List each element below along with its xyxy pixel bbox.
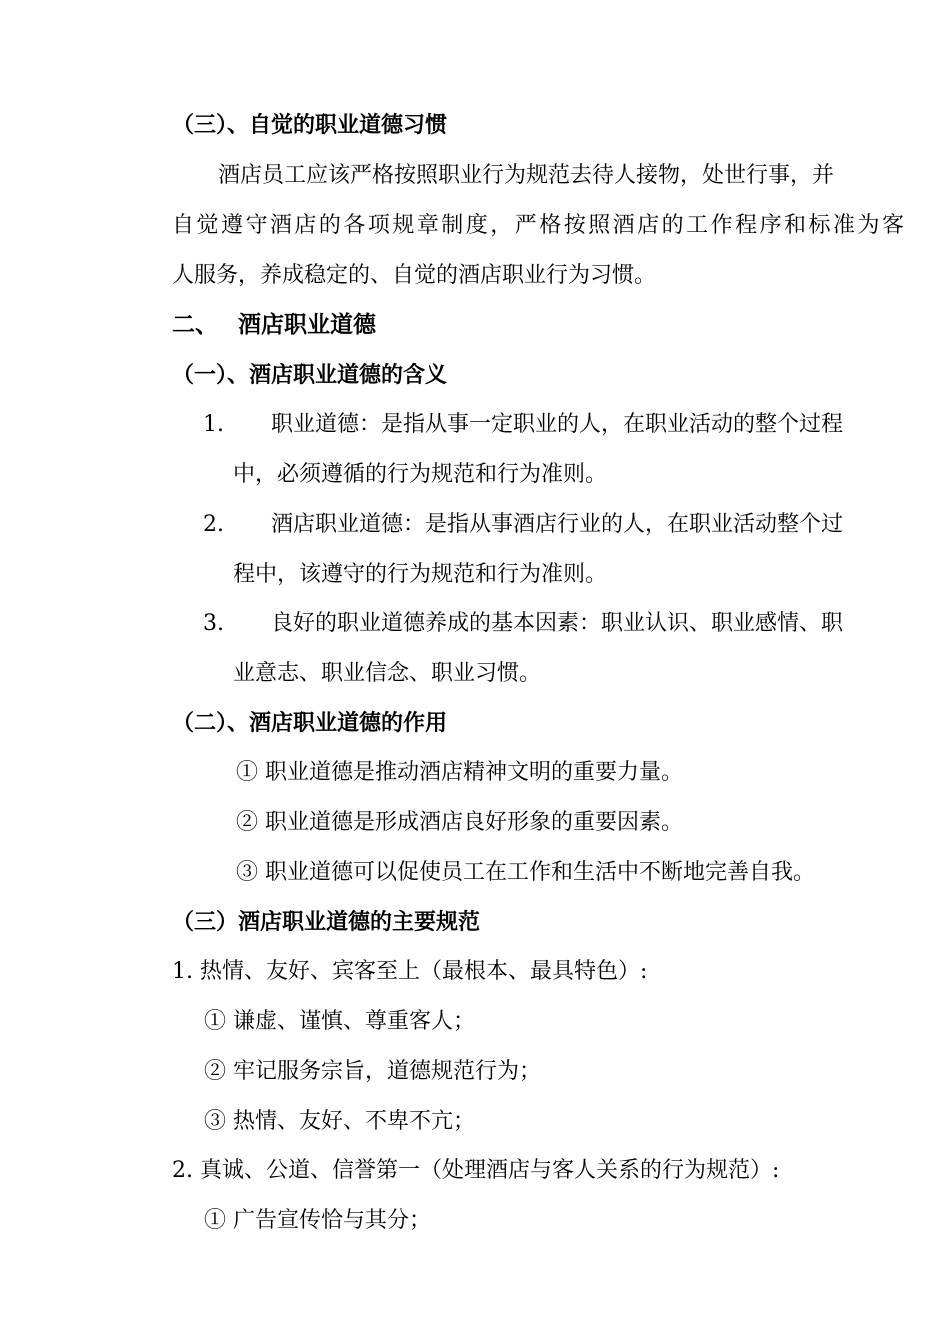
list-item: ③ 职业道德可以促使员工在工作和生活中不断地完善自我。 — [236, 860, 815, 885]
list-item: ① 谦虚、谨慎、尊重客人； — [204, 1009, 475, 1034]
paragraph-line: 自觉遵守酒店的各项规章制度，严格按照酒店的工作程序和标准为客 — [172, 213, 904, 238]
list-number: 1. — [203, 412, 224, 437]
list-item: ② 牢记服务宗旨，道德规范行为； — [204, 1059, 541, 1084]
list-number: 3. — [203, 611, 224, 636]
list-item-text: 良好的职业道德养成的基本因素：职业认识、职业感情、职 — [271, 611, 844, 636]
paragraph-line: 酒店员工应该严格按照职业行为规范去待人接物，处世行事，并 — [218, 163, 835, 188]
list-item: ② 职业道德是形成酒店良好形象的重要因素。 — [236, 810, 683, 835]
norm-title: 2. 真诚、公道、信誉第一（处理酒店与客人关系的行为规范）: — [172, 1158, 780, 1183]
section-heading: （三）、自觉的职业道德习惯 — [172, 113, 448, 138]
subsection-heading: （一）、酒店职业道德的含义 — [172, 363, 448, 388]
paragraph-line: 人服务，养成稳定的、自觉的酒店职业行为习惯。 — [172, 263, 657, 288]
list-item: ① 职业道德是推动酒店精神文明的重要力量。 — [236, 760, 683, 785]
list-item: ③ 热情、友好、不卑不亢； — [204, 1109, 475, 1134]
list-item-text: 酒店职业道德：是指从事酒店行业的人，在职业活动整个过 — [271, 512, 844, 537]
norm-title: 1. 热情、友好、宾客至上（最根本、最具特色）: — [172, 959, 648, 984]
list-item-text: 程中，该遵守的行为规范和行为准则。 — [233, 562, 608, 587]
list-item-text: 业意志、职业信念、职业习惯。 — [233, 661, 542, 686]
subsection-heading: （二）、酒店职业道德的作用 — [172, 711, 448, 736]
list-item-text: 中，必须遵循的行为规范和行为准则。 — [233, 462, 608, 487]
list-number: 2. — [203, 512, 224, 537]
subsection-heading: （三）酒店职业道德的主要规范 — [172, 910, 481, 935]
list-item-text: 职业道德：是指从事一定职业的人，在职业活动的整个过程 — [271, 412, 844, 437]
chapter-number: 二、 — [172, 312, 218, 338]
list-item: ① 广告宣传恰与其分； — [204, 1208, 431, 1233]
chapter-title: 酒店职业道德 — [238, 312, 376, 338]
